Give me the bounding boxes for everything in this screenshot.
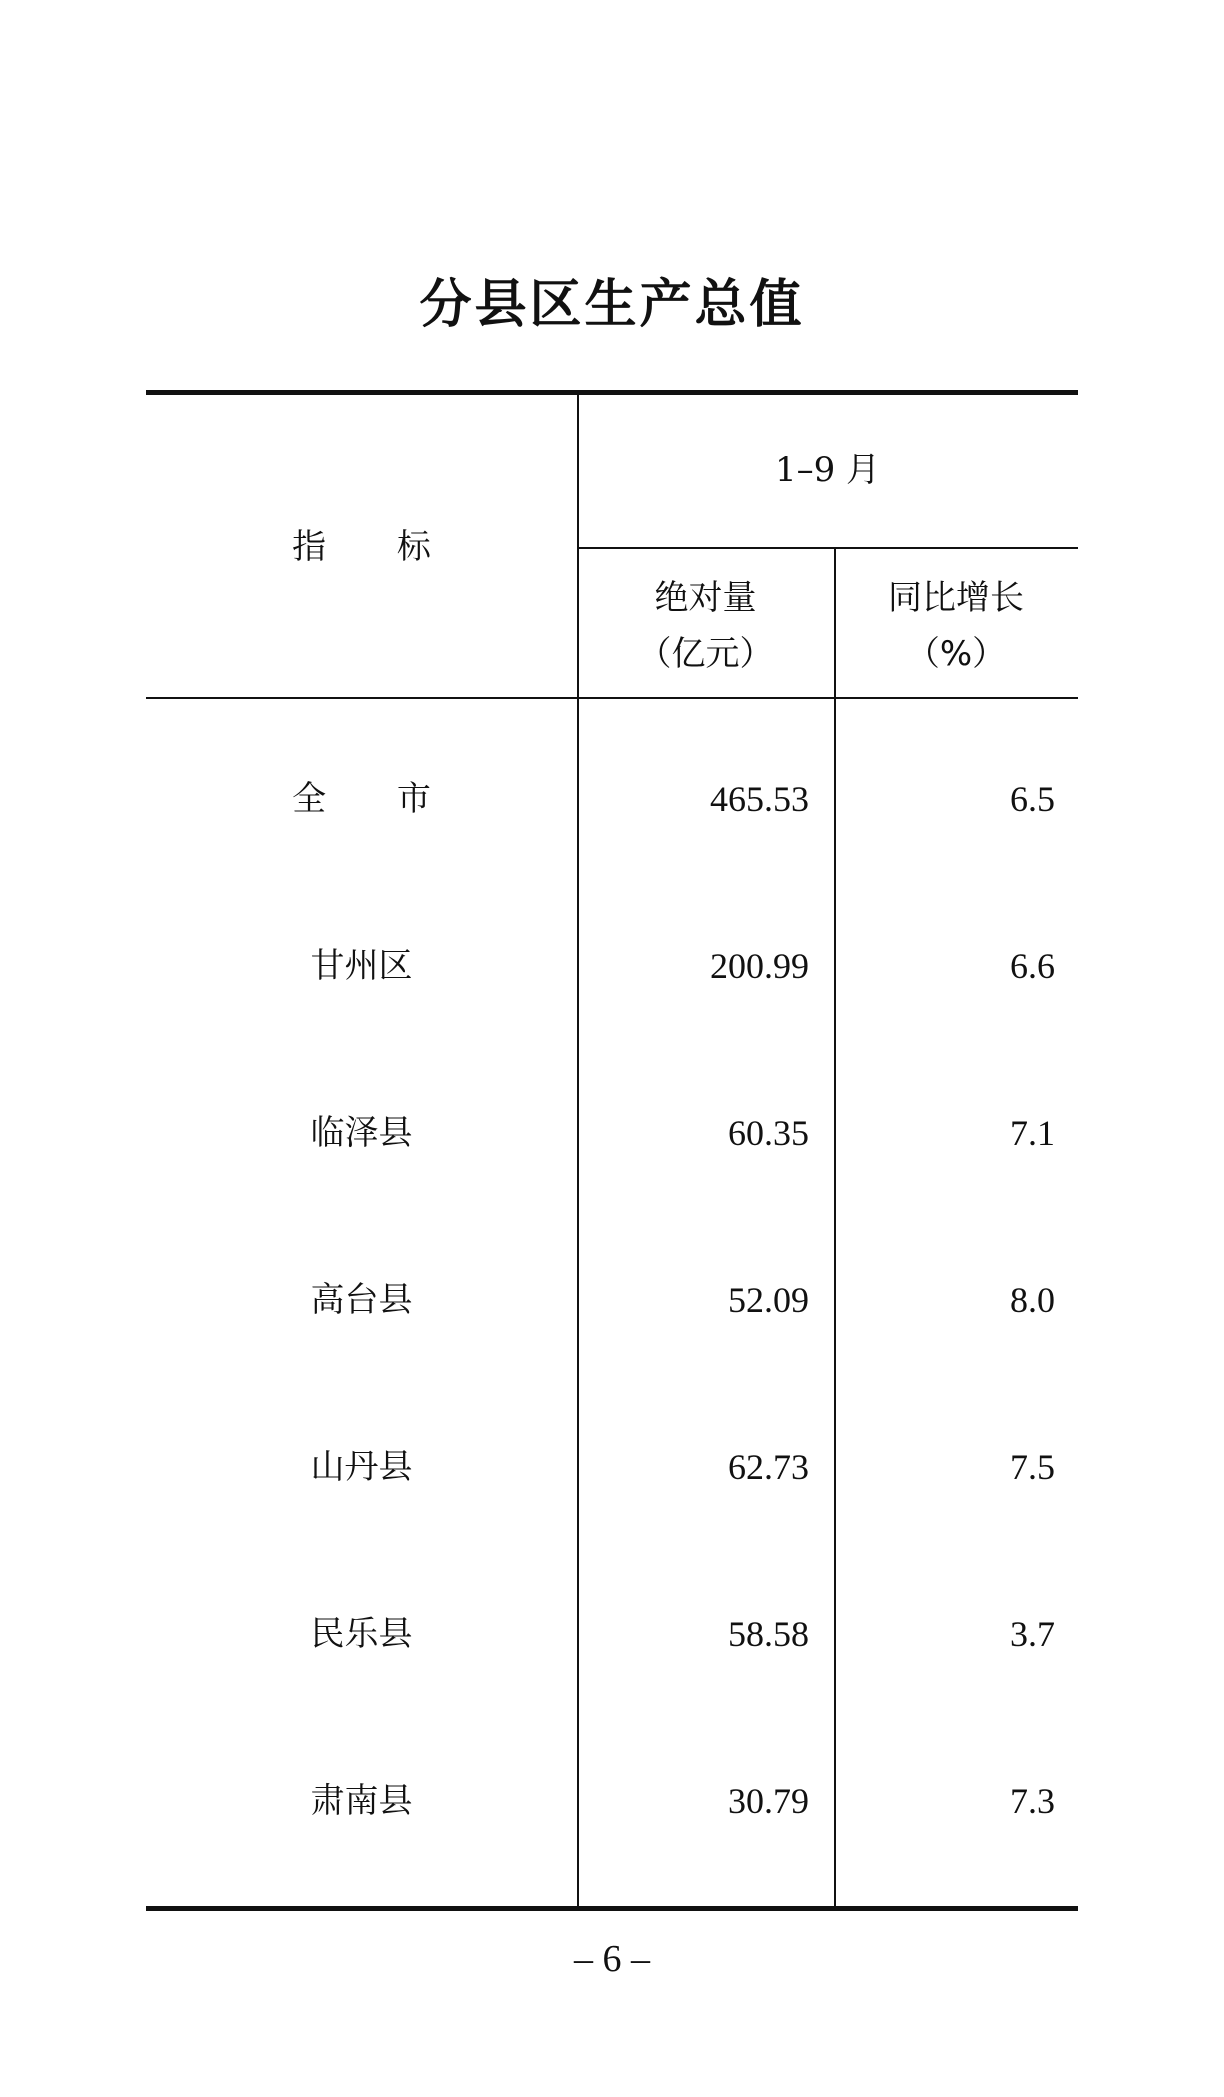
- header-absolute: [577, 570, 834, 682]
- header-indicator: 指 标: [292, 527, 461, 567]
- header-period: 1–9 月: [774, 450, 881, 490]
- row-growth: 3.7: [1010, 1614, 1055, 1654]
- row-value: 200.99: [710, 946, 809, 986]
- page-number: – 6 –: [574, 1938, 650, 1980]
- row-growth: 8.0: [1010, 1280, 1055, 1320]
- header-bottom-rule: [146, 697, 1078, 699]
- row-growth: 7.3: [1010, 1781, 1055, 1821]
- row-name: 肃南县: [310, 1781, 413, 1821]
- row-name: 临泽县: [310, 1113, 413, 1153]
- header-growth-unit: （%）: [905, 634, 1007, 674]
- header-absolute-unit: （亿元）: [637, 634, 774, 674]
- row-name: 山丹县: [310, 1447, 413, 1487]
- row-value: 62.73: [728, 1447, 809, 1487]
- header-absolute-label: 绝对量: [654, 578, 757, 618]
- table-top-rule: [146, 390, 1078, 395]
- row-growth: 7.1: [1010, 1113, 1055, 1153]
- header-growth-label: 同比增长: [888, 578, 1024, 618]
- column-divider-2: [834, 549, 836, 1906]
- row-name: 甘州区: [310, 946, 413, 986]
- header-growth: [834, 570, 1078, 682]
- row-growth: 6.5: [1010, 779, 1055, 819]
- row-name: 民乐县: [310, 1614, 413, 1654]
- row-value: 465.53: [710, 779, 809, 819]
- row-growth: 6.6: [1010, 946, 1055, 986]
- row-value: 30.79: [728, 1781, 809, 1821]
- row-value: 52.09: [728, 1280, 809, 1320]
- header-sub-rule: [577, 547, 1078, 549]
- page-title: 分县区生产总值: [419, 275, 805, 335]
- row-value: 60.35: [728, 1113, 809, 1153]
- row-value: 58.58: [728, 1614, 809, 1654]
- table-bottom-rule: [146, 1906, 1078, 1911]
- row-growth: 7.5: [1010, 1447, 1055, 1487]
- gdp-by-county-table: [146, 390, 1078, 1911]
- row-name: 全 市: [292, 779, 461, 819]
- row-name: 高台县: [310, 1280, 413, 1320]
